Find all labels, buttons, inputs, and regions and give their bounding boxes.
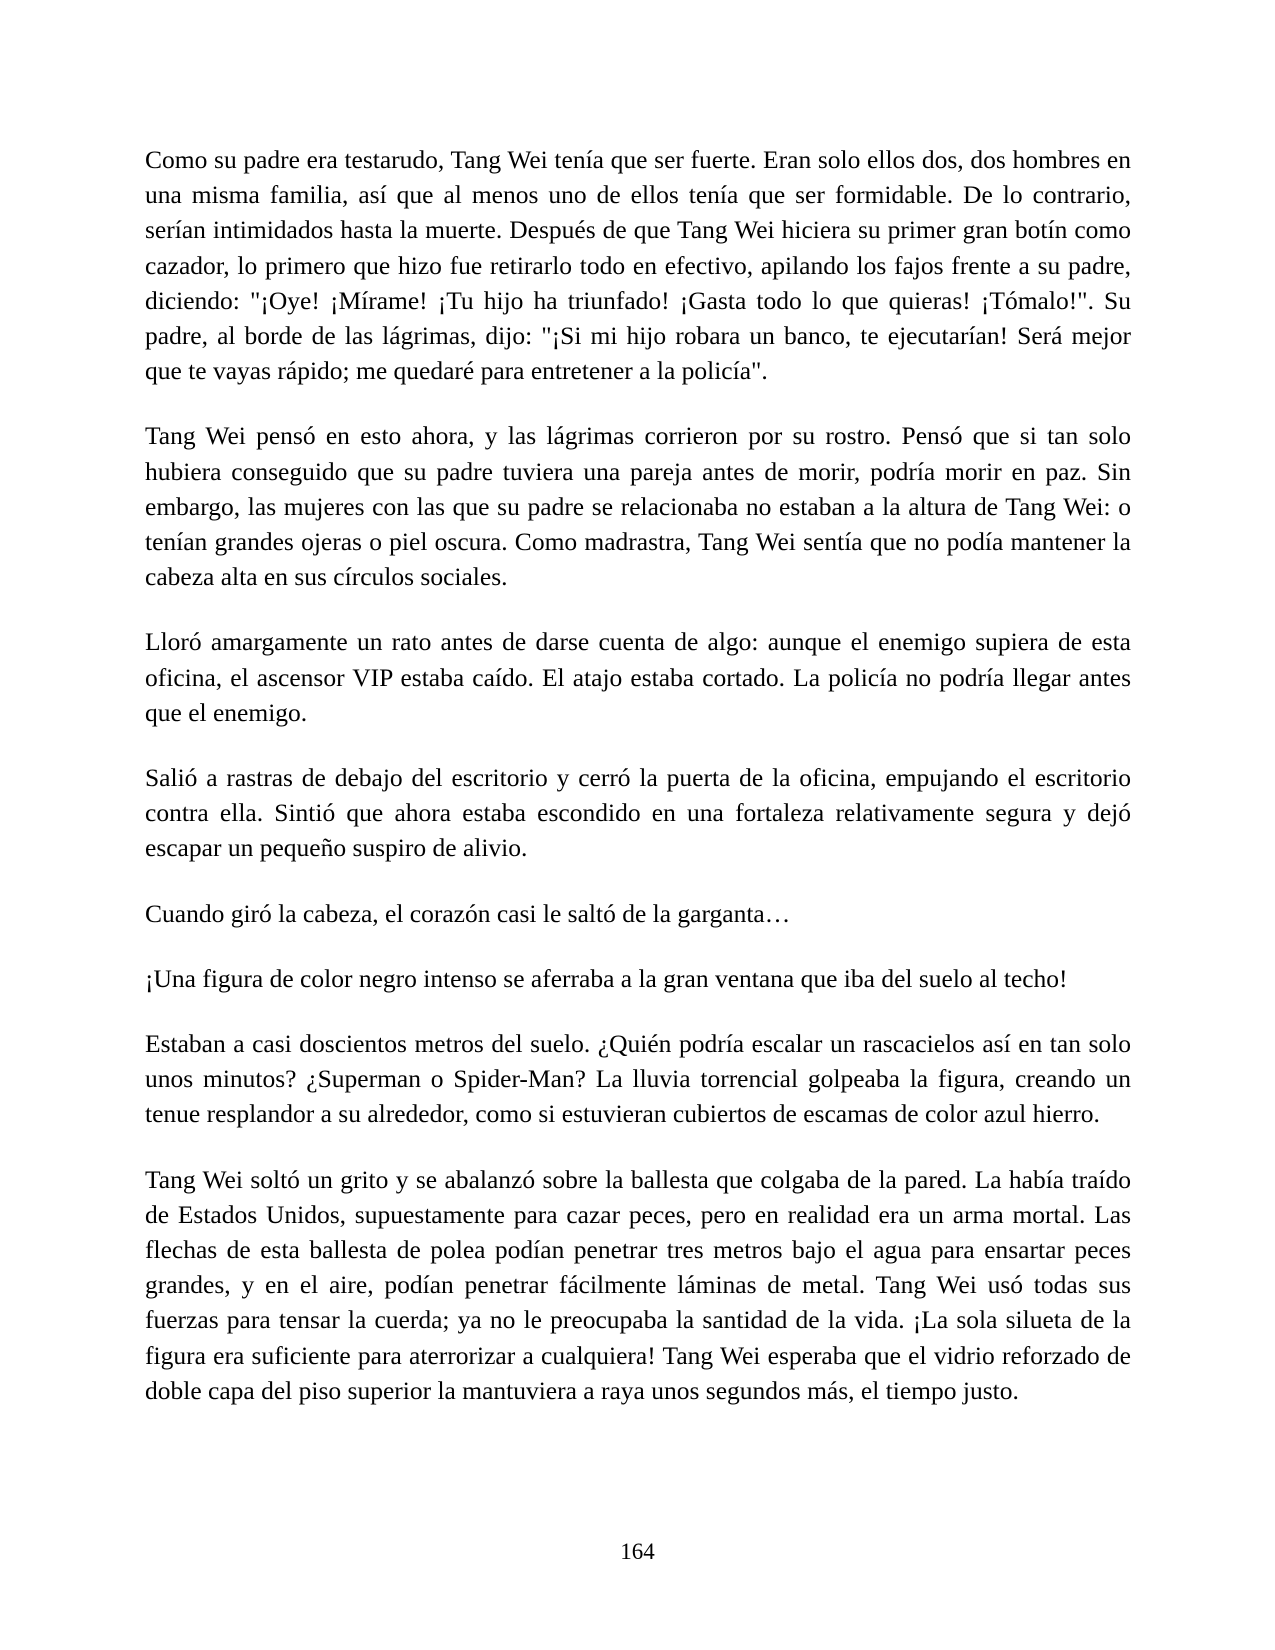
paragraph: Tang Wei pensó en esto ahora, y las lágrimas corrieron por su rostro. Pensó que si tan solo hubiera conseguido que su padre tuviera una pareja antes de morir, podría morir en paz. Sin embargo, las mujeres con las que su padre se relacionaba no estaban a la altura de Tang Wei: o tenían grandes ojeras o piel oscura. Como madrastra, Tang Wei sentía que no podía mantener la cabeza alta en sus círculos sociales. [145, 421, 1131, 592]
paragraph: ¡Una figura de color negro intenso se aferraba a la gran ventana que iba del suelo al techo! [145, 963, 1068, 993]
paragraph: Lloró amargamente un rato antes de darse cuenta de algo: aunque el enemigo supiera de esta oficina, el ascensor VIP estaba caído. El atajo estaba cortado. La policía no podría llegar antes que el enemigo. [145, 627, 1131, 727]
paragraph: Tang Wei soltó un grito y se abalanzó sobre la ballesta que colgaba de la pared. La había traído de Estados Unidos, supuestamente para cazar peces, pero en realidad era un arma mortal. Las flechas de esta ballesta de polea podían penetrar tres metros bajo el agua para ensartar peces grandes, y en el aire, podían penetrar fácilmente láminas de metal. Tang Wei usó todas sus fuerzas para tensar la cuerda; ya no le preocupaba la santidad de la vida. ¡La sola silueta de la figura era suficiente para aterrorizar a cualquiera! Tang Wei esperaba que el vidrio reforzado de doble capa del piso superior la mantuviera a raya unos segundos más, el tiempo justo. [145, 1164, 1131, 1405]
paragraph: Estaban a casi doscientos metros del suelo. ¿Quién podría escalar un rascacielos así en tan solo unos minutos? ¿Superman o Spider-Man? La lluvia torrencial golpeaba la figura, creando un tenue resplandor a su alrededor, como si estuvieran cubiertos de escamas de color azul hierro. [145, 1029, 1131, 1129]
paragraph: Como su padre era testarudo, Tang Wei tenía que ser fuerte. Eran solo ellos dos, dos hombres en una misma familia, así que al menos uno de ellos tenía que ser formidable. De lo contrario, serían intimidados hasta la muerte. Después de que Tang Wei hiciera su primer gran botín como cazador, lo primero que hizo fue retirarlo todo en efectivo, apilando los fajos frente a su padre, diciendo: "¡Oye! ¡Mírame! ¡Tu hijo ha triunfado! ¡Gasta todo lo que quieras! ¡Tómalo!". Su padre, al borde de las lágrimas, dijo: "¡Si mi hijo robara un banco, te ejecutarían! Será mejor que te vayas rápido; me quedaré para entretener a la policía". [145, 145, 1131, 386]
paragraph: Cuando giró la cabeza, el corazón casi le saltó de la garganta… [145, 898, 791, 928]
body-text-block [145, 142, 1131, 1408]
page-number: 164 [620, 1539, 655, 1564]
paragraph: Salió a rastras de debajo del escritorio y cerró la puerta de la oficina, empujando el escritorio contra ella. Sintió que ahora estaba escondido en una fortaleza relativamente segura y dejó escapar un pequeño suspiro de alivio. [145, 763, 1131, 863]
